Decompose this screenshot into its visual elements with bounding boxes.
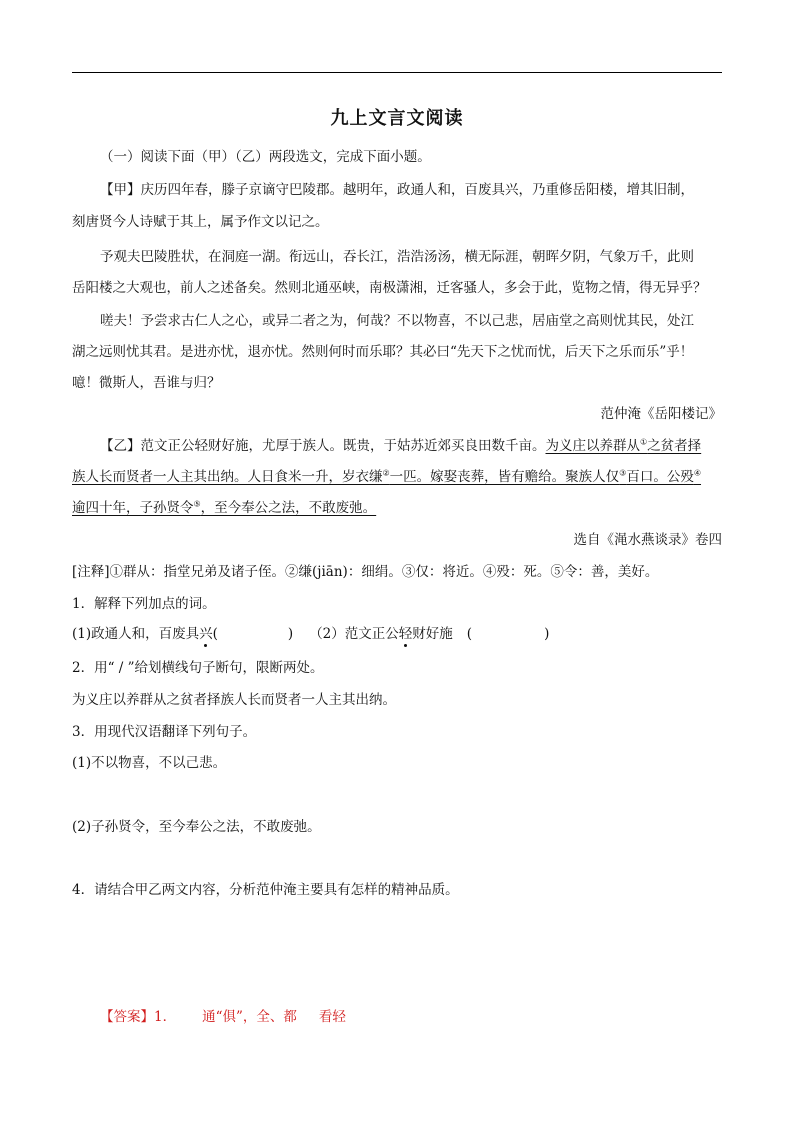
underlined-sentence-part1: 为义庄以养群从①之贫者择 bbox=[545, 437, 702, 454]
question-1: 1．解释下列加点的词。 bbox=[72, 596, 216, 612]
dotted-char: 轻 bbox=[398, 626, 413, 642]
intro-text: （一）阅读下面（甲）（乙）两段选文，完成下面小题。 bbox=[100, 149, 431, 165]
answer-label: 【答案】 bbox=[100, 1009, 154, 1025]
answer-line: 【答案】1． 通“俱”，全、都 看轻 bbox=[100, 1009, 346, 1025]
question-1-items: (1)政通人和，百废具兴( ) （2）范文正公轻财好施 ( ) bbox=[72, 626, 550, 642]
question-3-item1: (1)不以物喜，不以己悲。 bbox=[72, 755, 227, 771]
jia-p3-line3: 噫！微斯人，吾谁与归？ bbox=[72, 375, 221, 391]
yi-line2: 族人长而贤者一人主其出纳。人日食米一升，岁衣缣②一匹。嫁娶丧葬，皆有赡给。聚族人仅③百口。公殁④ bbox=[72, 468, 702, 485]
yi-line1: 【乙】范文正公轻财好施，尤厚于族人。既贵，于姑苏近郊买良田数千亩。为义庄以养群从①之贫者择 bbox=[100, 437, 702, 454]
yi-source: 选自《渑水燕谈录》卷四 bbox=[573, 532, 722, 548]
annotation-notes: [注释]①群从：指堂兄弟及诸子侄。②缣(jiān)：细绢。③仅：将近。④殁：死。⑤令：善，美好。 bbox=[72, 564, 659, 580]
question-3-item2: (2)子孙贤令，至今奉公之法，不敢废弛。 bbox=[72, 819, 321, 835]
yi-line3: 逾四十年，子孙贤令⑤，至今奉公之法，不敢废弛。 bbox=[72, 499, 377, 516]
jia-p1-line2: 刻唐贤今人诗赋于其上，属予作文以记之。 bbox=[72, 214, 329, 230]
jia-p1-line1: 【甲】庆历四年春，滕子京谪守巴陵郡。越明年，政通人和，百废具兴，乃重修岳阳楼，增其旧制， bbox=[100, 182, 694, 198]
jia-p2-line2: 岳阳楼之大观也，前人之述备矣。然则北通巫峡，南极潇湘，迁客骚人，多会于此，览物之情，得无异乎？ bbox=[72, 280, 707, 296]
jia-p2-line1: 予观夫巴陵胜状，在洞庭一湖。衔远山，吞长江，浩浩汤汤，横无际涯，朝晖夕阴，气象万千，此则 bbox=[100, 249, 694, 265]
jia-p3-line1: 嗟夫！予尝求古仁人之心，或异二者之为，何哉？不以物喜，不以己悲，居庙堂之高则忧其民，处江 bbox=[100, 313, 694, 329]
page-title: 九上文言文阅读 bbox=[330, 108, 464, 129]
dotted-char: 兴 bbox=[199, 626, 213, 642]
jia-source: 范仲淹《岳阳楼记》 bbox=[600, 406, 722, 422]
jia-label: 【甲】 bbox=[100, 182, 141, 198]
question-2-sentence: 为义庄以养群从之贫者择族人长而贤者一人主其出纳。 bbox=[72, 692, 396, 708]
question-2: 2．用“ / ”给划横线句子断句，限断两处。 bbox=[72, 660, 324, 676]
jia-p3-line2: 湖之远则忧其君。是进亦忧，退亦忧。然则何时而乐耶？其必曰“先天下之忧而忧，后天下之乐而乐”乎！ bbox=[72, 344, 694, 360]
yi-label: 【乙】 bbox=[100, 438, 141, 454]
header-rule bbox=[72, 72, 722, 73]
question-4: 4．请结合甲乙两文内容，分析范仲淹主要具有怎样的精神品质。 bbox=[72, 882, 459, 898]
question-3: 3．用现代汉语翻译下列句子。 bbox=[72, 724, 257, 740]
